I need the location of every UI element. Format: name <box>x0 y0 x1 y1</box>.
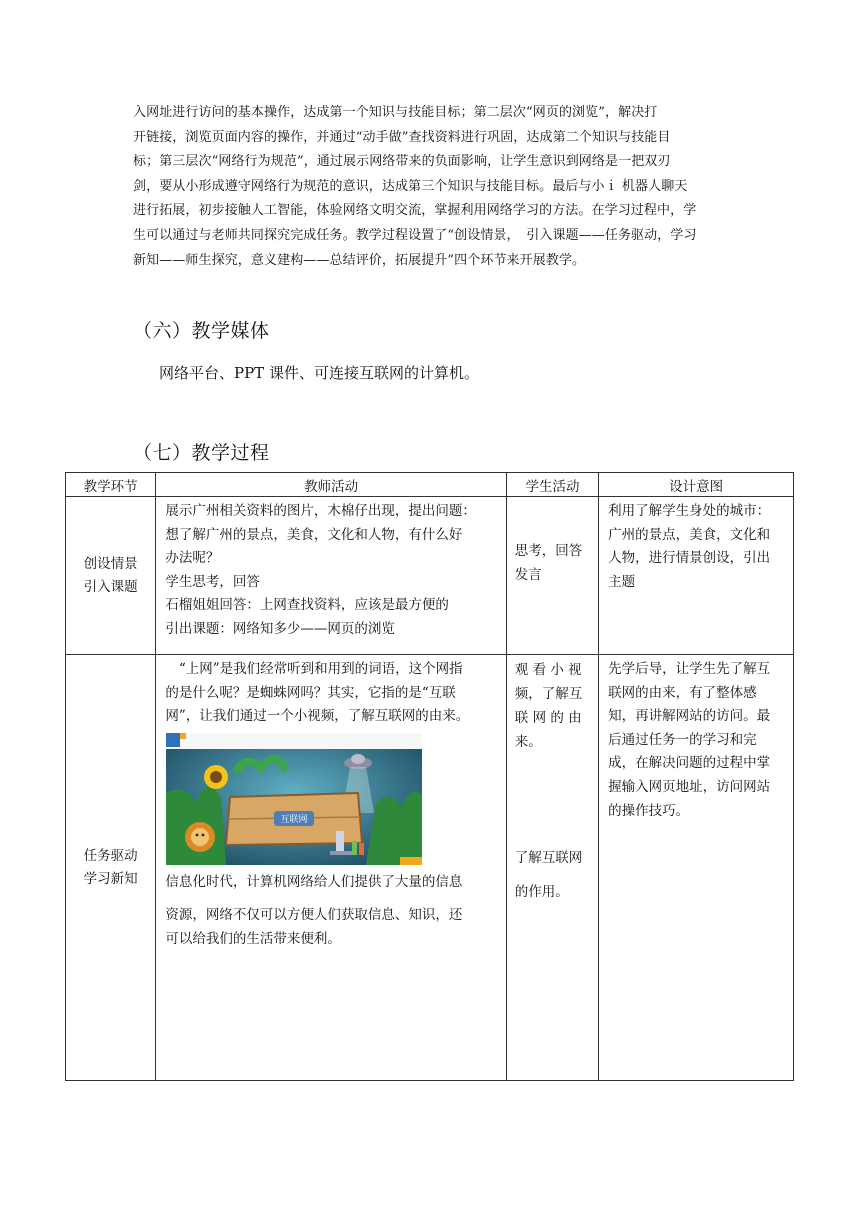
teacher-line: 展示广州相关资料的图片，木棉仔出现，提出问题： <box>165 503 476 519</box>
intent-line: 先学后导，让学生先了解互 <box>608 661 771 677</box>
teacher-line: “上网”是我们经常听到和用到的词语，这个网指 <box>165 661 463 677</box>
student-line: 发言 <box>514 567 542 583</box>
student-activity-cell <box>506 655 598 1081</box>
teacher-activity-cell <box>156 655 506 1081</box>
header-intent: 设计意图 <box>599 473 794 497</box>
teacher-activity-cell <box>156 497 506 655</box>
teacher-line: 石榴姐姐回答：上网查找资料，应该是最方便的 <box>165 597 449 614</box>
video-thumbnail[interactable] <box>166 733 422 865</box>
intent-line: 利用了解学生身处的城市： <box>608 503 771 519</box>
intro-line: 新知——师生探究，意义建构——总结评价，拓展提升”四个环节来开展教学。 <box>133 252 586 268</box>
phase-line: 学习新知 <box>83 870 138 887</box>
intent-line: 的操作技巧。 <box>608 802 690 819</box>
intro-line: 剑，要从小形成遵守网络行为规范的意识，达成第三个知识与技能目标。最后与小ｉ 机器人聊天 <box>133 178 688 194</box>
teacher-line: 的是什么呢？是蜘蛛网吗？其实，它指的是“互联 <box>165 684 456 701</box>
header-phase: 教学环节 <box>66 473 156 497</box>
student-line: 思考，回答 <box>514 543 583 559</box>
intent-line: 广州的景点，美食，文化和 <box>608 526 771 543</box>
student-activity-cell <box>506 497 598 655</box>
video-illustration <box>166 733 422 865</box>
section-heading-process: （七）教学过程 <box>133 442 270 464</box>
video-sign-label: 互联网 <box>280 814 308 825</box>
intro-line: 开链接，浏览页面内容的操作，并通过“动手做”查找资料进行巩固，达成第二个知识与技能目 <box>133 129 671 145</box>
phase-line: 任务驱动 <box>83 847 138 864</box>
teacher-line: 想了解广州的景点，美食，文化和人物，有什么好 <box>165 526 463 543</box>
intro-paragraph <box>133 101 745 273</box>
teacher-line: 信息化时代，计算机网络给人们提供了大量的信息 <box>165 873 463 890</box>
teacher-line: 网”，让我们通过一个小视频，了解互联网的由来。 <box>165 708 470 725</box>
intent-line: 握输入网页地址，访问网站 <box>608 778 771 795</box>
teacher-line: 可以给我们的生活带来便利。 <box>165 930 341 947</box>
design-intent-cell <box>599 655 794 1081</box>
phase-cell <box>66 497 156 655</box>
student-line: 来。 <box>514 734 542 750</box>
design-intent-cell <box>599 497 794 655</box>
intent-line: 联网的由来，有了整体感 <box>608 684 757 701</box>
intent-line: 后通过任务一的学习和完 <box>608 731 757 748</box>
lion-icon <box>185 822 215 852</box>
table-row <box>66 497 794 655</box>
media-description: 网络平台、PPT 课件、可连接互联网的计算机。 <box>159 364 479 382</box>
header-student: 学生活动 <box>506 473 598 497</box>
teacher-line: 资源，网络不仅可以方便人们获取信息、知识，还 <box>165 907 463 924</box>
teaching-process-table <box>65 472 794 1081</box>
intro-line: 标；第三层次“网络行为规范”，通过展示网络带来的负面影响，让学生意识到网络是一把双刃 <box>133 154 671 170</box>
table-header-row <box>66 473 794 497</box>
student-line: 了解互联网 <box>514 850 583 866</box>
table-row <box>66 655 794 1081</box>
phase-line: 创设情景 <box>83 555 138 572</box>
section-heading-media: （六）教学媒体 <box>133 320 270 342</box>
student-line: 的作用。 <box>514 884 569 900</box>
intent-line: 知，再讲解网站的访问。最 <box>608 708 771 725</box>
intro-line: 进行拓展，初步接触人工智能，体验网络文明交流，掌握利用网络学习的方法。在学习过程中，学 <box>133 203 697 219</box>
header-teacher: 教师活动 <box>156 473 506 497</box>
intro-line: 入网址进行访问的基本操作，达成第一个知识与技能目标；第二层次“网页的浏览”，解决打 <box>133 105 658 120</box>
intent-line: 主题 <box>608 573 636 590</box>
student-line: 观 看 小 视 <box>514 662 582 678</box>
student-line: 联 网 的 由 <box>514 710 582 726</box>
intro-line: 生可以通过与老师共同探究完成任务。教学过程设置了“创设情景， 引入课题——任务驱动，学习 <box>133 227 697 243</box>
phase-line: 引入课题 <box>83 578 138 595</box>
phase-cell <box>66 655 156 1081</box>
intent-line: 成，在解决问题的过程中掌 <box>608 755 771 772</box>
teacher-line: 办法呢？ <box>165 550 220 567</box>
intent-line: 人物，进行情景创设，引出 <box>608 550 771 567</box>
teacher-line: 引出课题：网络知多少——网页的浏览 <box>165 620 395 637</box>
teacher-line: 学生思考，回答 <box>165 573 260 590</box>
sunflower-icon <box>204 765 228 789</box>
student-line: 频，了解互 <box>514 686 583 702</box>
